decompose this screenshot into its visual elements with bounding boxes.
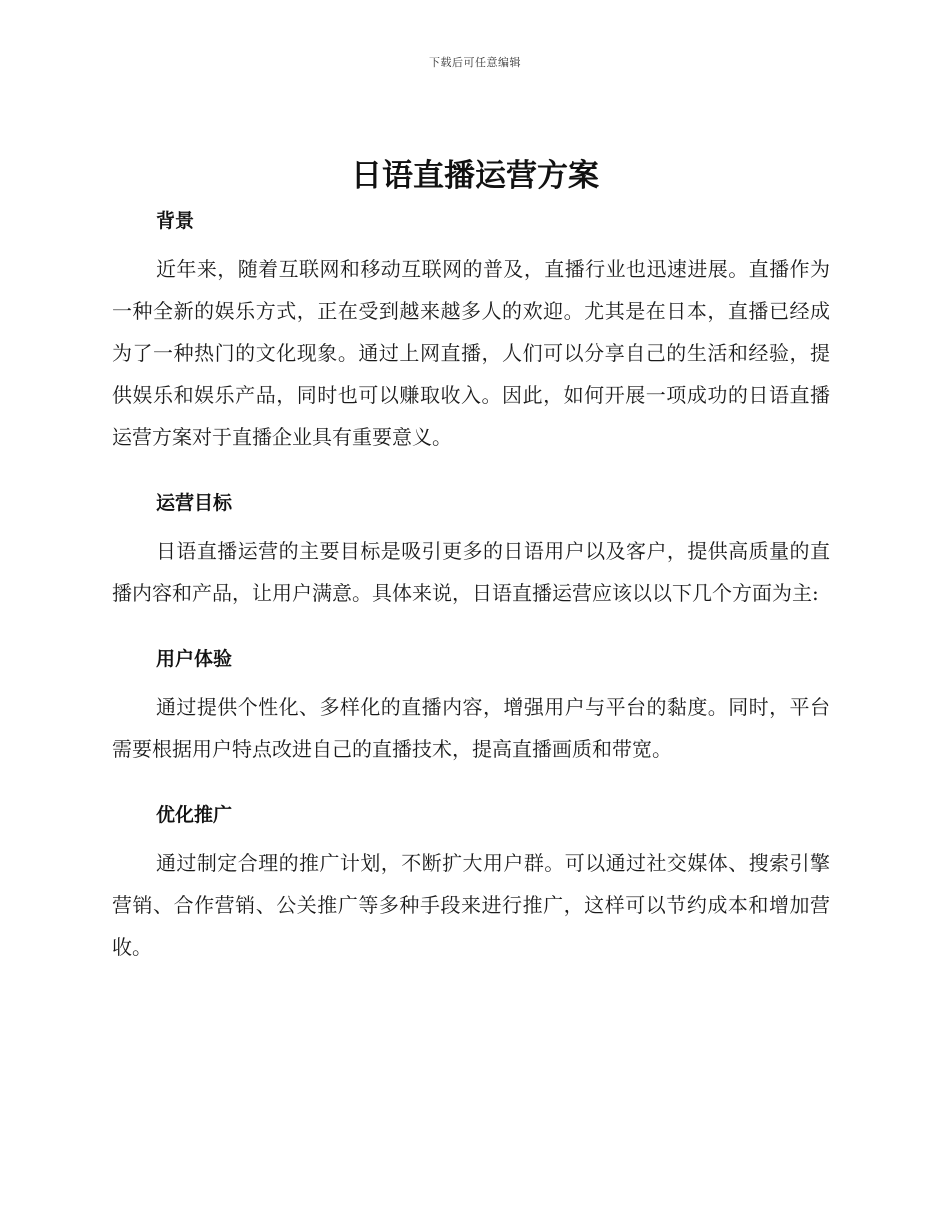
section-heading: 运营目标 (156, 492, 233, 514)
section-background (112, 202, 830, 458)
header-note: 下载后可任意编辑 (429, 56, 521, 69)
section-heading: 背景 (156, 210, 195, 232)
document-title: 日语直播运营方案 (351, 158, 599, 194)
section-promotion (112, 796, 830, 968)
section-paragraph: 通过制定合理的推广计划，不断扩大用户群。可以通过社交媒体、搜索引擎营销、合作营销、公关推广等多种手段来进行推广，这样可以节约成本和增加营收。 (112, 851, 830, 959)
section-heading: 用户体验 (156, 648, 233, 670)
document-body (112, 202, 830, 968)
section-heading: 优化推广 (156, 804, 233, 826)
section-operation-goals (112, 484, 830, 614)
section-paragraph: 通过提供个性化、多样化的直播内容，增强用户与平台的黏度。同时，平台需要根据用户特点改进自己的直播技术，提高直播画质和带宽。 (112, 695, 830, 761)
section-paragraph: 日语直播运营的主要目标是吸引更多的日语用户以及客户，提供高质量的直播内容和产品，让用户满意。具体来说，日语直播运营应该以以下几个方面为主: (112, 539, 830, 605)
section-paragraph: 近年来，随着互联网和移动互联网的普及，直播行业也迅速进展。直播作为一种全新的娱乐方式，正在受到越来越多人的欢迎。尤其是在日本，直播已经成为了一种热门的文化现象。通过上网直播，人们可以分享自己的生活和经验，提供娱乐和娱乐产品，同时也可以赚取收入。因此，如何开展一项成功的日语直播运营方案对于直播企业具有重要意义。 (112, 257, 830, 449)
section-user-experience (112, 640, 830, 770)
